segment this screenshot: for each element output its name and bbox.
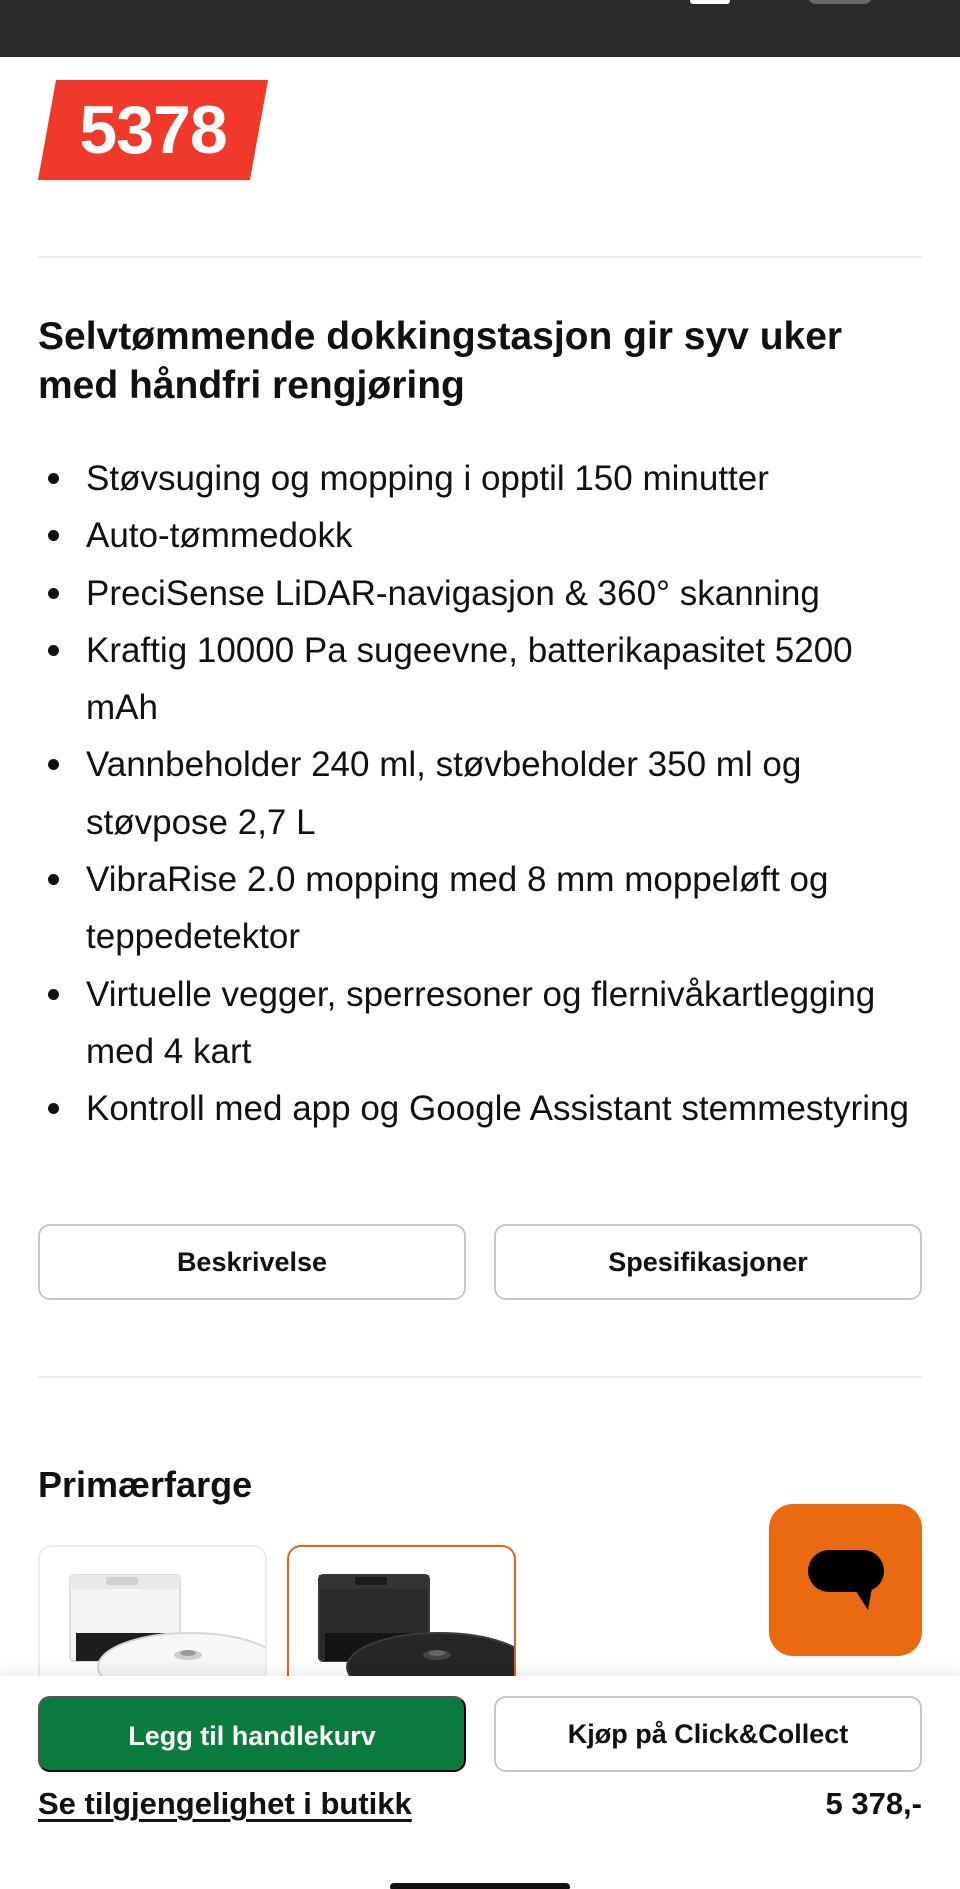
bullet-icon [48, 759, 59, 770]
color-option-white[interactable] [38, 1545, 267, 1685]
feature-text: Kontroll med app og Google Assistant stemmestyring [86, 1089, 909, 1129]
add-to-cart-button[interactable]: Legg til handlekurv [38, 1696, 466, 1772]
price-badge [38, 80, 268, 180]
feature-item [38, 1080, 922, 1137]
feature-text: VibraRise 2.0 mopping med 8 mm moppeløft og teppedetektor [86, 860, 829, 957]
robot-vacuum-white-icon [40, 1547, 267, 1685]
feature-text: Støvsuging og mopping i opptil 150 minutter [86, 459, 769, 498]
bullet-icon [48, 874, 59, 885]
bullet-icon [48, 989, 59, 1000]
chat-bubble-icon [804, 1548, 888, 1616]
bottom-price: 5 378,- [825, 1786, 922, 1821]
divider [38, 256, 922, 258]
feature-list [38, 450, 922, 1138]
product-headline: Selvtømmende dokkingstasjon gir syv uker med håndfri rengjøring [38, 315, 843, 407]
price-badge-value: 5378 [79, 92, 227, 168]
battery-icon [808, 0, 872, 4]
feature-item [38, 507, 922, 564]
divider [38, 1376, 922, 1378]
click-collect-button[interactable]: Kjøp på Click&Collect [494, 1696, 922, 1772]
feature-item [38, 966, 922, 1081]
bullet-icon [48, 473, 59, 484]
feature-text: Kraftig 10000 Pa sugeevne, batterikapasitet 5200 mAh [86, 630, 853, 728]
bullet-icon [48, 588, 59, 599]
feature-item [38, 851, 922, 966]
bullet-icon [48, 1103, 59, 1114]
home-indicator [390, 1883, 570, 1889]
status-bar [0, 0, 960, 57]
specifications-button[interactable]: Spesifikasjoner [494, 1224, 922, 1300]
feature-text: Vannbeholder 240 ml, støvbeholder 350 ml og støvpose 2,7 L [86, 745, 802, 842]
description-button[interactable]: Beskrivelse [38, 1224, 466, 1300]
feature-item [38, 622, 922, 737]
feature-text: PreciSense LiDAR-navigasjon & 360° skanning [86, 573, 820, 613]
feature-item [38, 565, 922, 622]
feature-item [38, 736, 922, 851]
feature-item [38, 450, 922, 507]
chat-button[interactable] [769, 1504, 922, 1656]
color-heading: Primærfarge [38, 1464, 253, 1505]
bullet-icon [48, 645, 59, 656]
bullet-icon [48, 530, 59, 541]
store-availability-link[interactable]: Se tilgjengelighet i butikk [38, 1786, 412, 1821]
feature-text: Auto-tømmedokk [86, 516, 353, 556]
feature-text: Virtuelle vegger, sperresoner og flernivåkartlegging med 4 kart [86, 974, 876, 1071]
signal-icon [690, 0, 730, 4]
robot-vacuum-black-icon [289, 1547, 516, 1685]
color-option-black[interactable] [287, 1545, 516, 1685]
